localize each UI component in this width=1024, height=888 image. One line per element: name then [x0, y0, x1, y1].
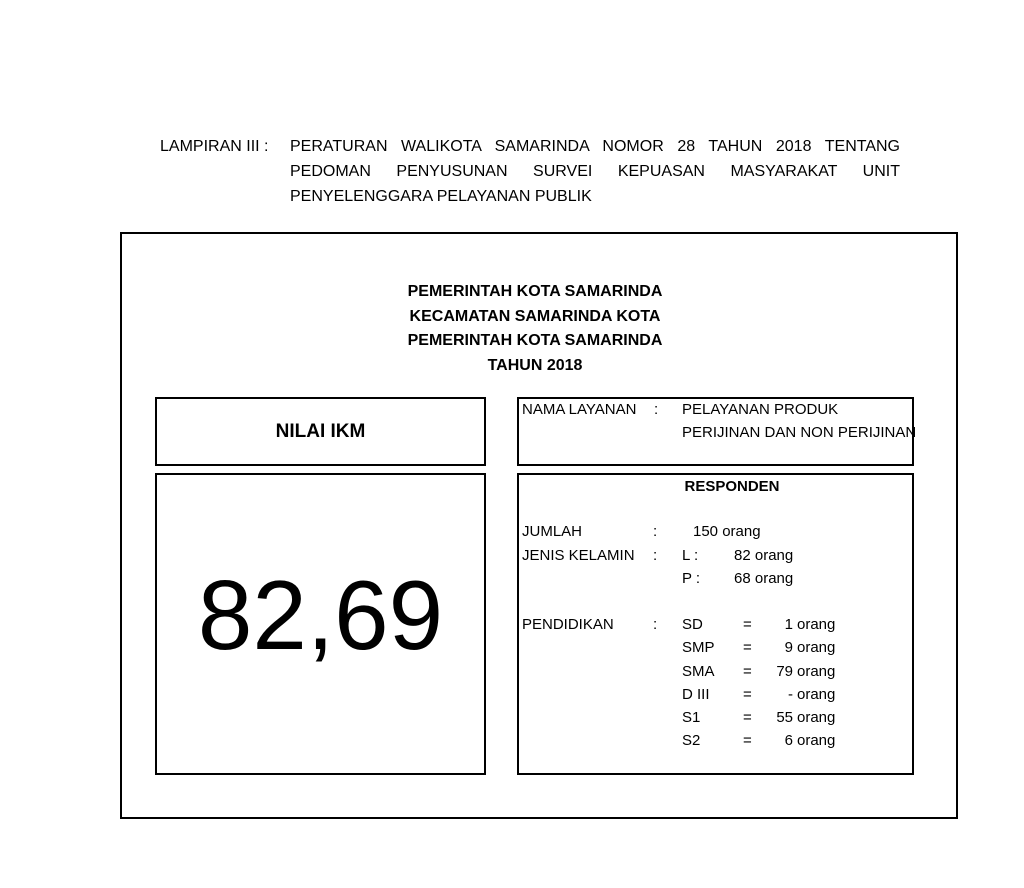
pendidikan-count: 1 [784, 616, 793, 633]
pendidikan-count: 55 [776, 709, 793, 726]
pendidikan-count: 79 [776, 663, 793, 680]
pendidikan-unit: orang [797, 639, 836, 656]
pendidikan-unit: orang [797, 616, 836, 633]
kelamin-code-p: P : [682, 570, 701, 587]
pendidikan-unit: orang [797, 663, 836, 680]
pendidikan-eq: = [743, 639, 752, 656]
pendidikan-count: 6 [784, 732, 793, 749]
jumlah-value: 150 orang [693, 523, 761, 540]
kelamin-value-p: 68 orang [734, 570, 794, 587]
nilai-ikm-score-box [155, 473, 486, 775]
pendidikan-level: D III [682, 686, 710, 703]
pendidikan-level: SD [682, 616, 703, 633]
document-titles [120, 280, 950, 378]
pendidikan-eq: = [743, 663, 752, 680]
nilai-ikm-label: NILAI IKM [275, 421, 366, 442]
title-line-4: TAHUN 2018 [487, 356, 583, 374]
lampiran-label: LAMPIRAN III : [160, 138, 269, 155]
pendidikan-count: - [788, 686, 793, 703]
header-line-2: PEDOMAN PENYUSUNAN SURVEI KEPUASAN MASYARAKAT UNIT [290, 163, 900, 180]
nama-layanan-value-2: PERIJINAN DAN NON PERIJINAN [682, 424, 917, 441]
pendidikan-unit: orang [797, 732, 836, 749]
nilai-ikm-label-box [155, 397, 486, 466]
jumlah-label: JUMLAH [522, 523, 583, 540]
pendidikan-eq: = [743, 732, 752, 749]
nama-layanan-value-1: PELAYANAN PRODUK [682, 401, 839, 418]
pendidikan-label: PENDIDIKAN [522, 616, 614, 633]
pendidikan-unit: orang [797, 709, 836, 726]
jumlah-colon: : [653, 523, 658, 540]
nama-layanan-colon: : [654, 401, 659, 418]
pendidikan-level: S2 [682, 732, 701, 749]
jenis-kelamin-label: JENIS KELAMIN [522, 547, 635, 564]
kelamin-value-l: 82 orang [734, 547, 794, 564]
pendidikan-level: SMP [682, 639, 715, 656]
pendidikan-eq: = [743, 709, 752, 726]
pendidikan-eq: = [743, 686, 752, 703]
title-line-3: PEMERINTAH KOTA SAMARINDA [407, 332, 663, 349]
pendidikan-level: S1 [682, 709, 701, 726]
pendidikan-colon: : [653, 616, 658, 633]
pendidikan-unit: orang [797, 686, 836, 703]
header-line-1: PERATURAN WALIKOTA SAMARINDA NOMOR 28 TAHUN 2018 TENTANG [290, 138, 900, 155]
title-line-2: KECAMATAN SAMARINDA KOTA [409, 307, 661, 325]
jenis-kelamin-colon: : [653, 547, 658, 564]
kelamin-code-l: L : [682, 547, 699, 564]
pendidikan-count: 9 [784, 639, 793, 656]
pendidikan-eq: = [743, 616, 752, 633]
pendidikan-level: SMA [682, 663, 715, 680]
responden-title: RESPONDEN [684, 478, 780, 495]
header-line-3: PENYELENGGARA PELAYANAN PUBLIK [290, 188, 592, 205]
nama-layanan-label: NAMA LAYANAN [522, 401, 637, 418]
title-line-1: PEMERINTAH KOTA SAMARINDA [407, 283, 663, 300]
nilai-ikm-score: 82,69 [197, 560, 444, 670]
